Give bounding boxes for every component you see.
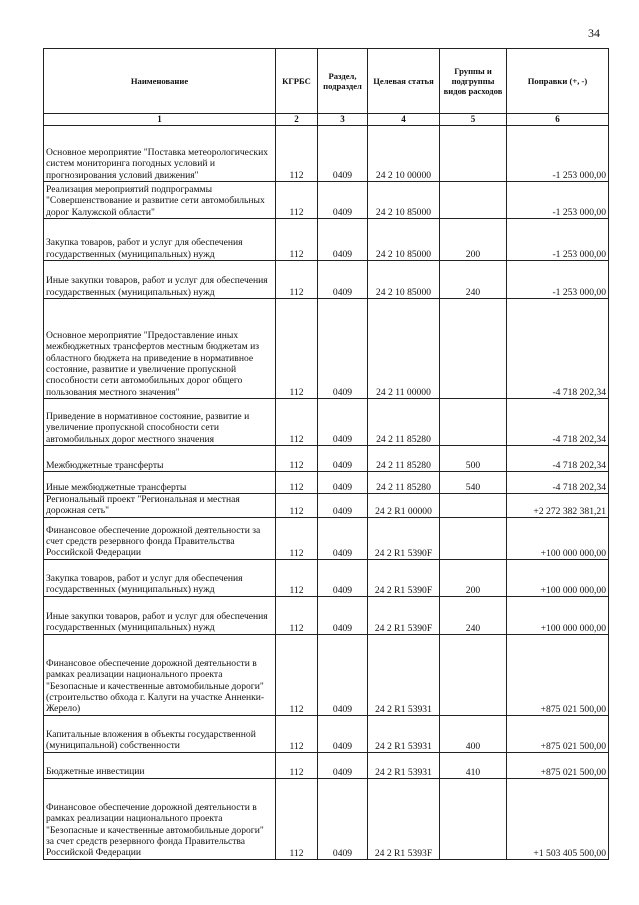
table-row bbox=[44, 778, 609, 859]
row-name: Финансовое обеспечение дорожной деятельности в рамках реализации национального проекта "Безопасные и качественные автомобильные дороги" (строительство обхода г. Калуги на участке Анненки-Жерело) bbox=[44, 634, 276, 715]
row-name: Иные закупки товаров, работ и услуг для обеспечения государственных (муниципальных) нужд bbox=[44, 596, 276, 634]
row-expense-group bbox=[440, 399, 507, 446]
table-row bbox=[44, 472, 609, 494]
row-kgrbs: 112 bbox=[276, 126, 318, 182]
table-row bbox=[44, 399, 609, 446]
row-amount: -4 718 202,34 bbox=[507, 299, 609, 399]
row-kgrbs: 112 bbox=[276, 778, 318, 859]
row-kgrbs: 112 bbox=[276, 715, 318, 752]
row-expense-group bbox=[440, 634, 507, 715]
column-number: 6 bbox=[507, 114, 609, 126]
row-target-article: 24 2 R1 53931 bbox=[368, 715, 440, 752]
row-amount: -1 253 000,00 bbox=[507, 261, 609, 299]
row-kgrbs: 112 bbox=[276, 559, 318, 596]
column-number: 5 bbox=[440, 114, 507, 126]
row-section: 0409 bbox=[318, 126, 368, 182]
table-row bbox=[44, 126, 609, 182]
row-kgrbs: 112 bbox=[276, 472, 318, 494]
header-target-article: Целевая статья bbox=[368, 49, 440, 114]
row-expense-group: 400 bbox=[440, 715, 507, 752]
row-amount: -4 718 202,34 bbox=[507, 399, 609, 446]
row-expense-group: 240 bbox=[440, 261, 507, 299]
row-name: Иные межбюджетные трансферты bbox=[44, 472, 276, 494]
row-section: 0409 bbox=[318, 261, 368, 299]
row-amount: +100 000 000,00 bbox=[507, 559, 609, 596]
column-number: 4 bbox=[368, 114, 440, 126]
row-section: 0409 bbox=[318, 596, 368, 634]
row-section: 0409 bbox=[318, 399, 368, 446]
row-section: 0409 bbox=[318, 715, 368, 752]
table-row bbox=[44, 715, 609, 752]
table-row bbox=[44, 261, 609, 299]
header-section: Раздел, подраздел bbox=[318, 49, 368, 114]
row-section: 0409 bbox=[318, 446, 368, 472]
row-kgrbs: 112 bbox=[276, 399, 318, 446]
row-amount: -4 718 202,34 bbox=[507, 472, 609, 494]
row-target-article: 24 2 R1 5390F bbox=[368, 517, 440, 559]
row-kgrbs: 112 bbox=[276, 517, 318, 559]
row-target-article: 24 2 R1 53931 bbox=[368, 752, 440, 778]
header-amendments: Поправки (+, -) bbox=[507, 49, 609, 114]
table-row bbox=[44, 494, 609, 518]
row-target-article: 24 2 10 85000 bbox=[368, 182, 440, 219]
row-amount: -1 253 000,00 bbox=[507, 219, 609, 261]
row-section: 0409 bbox=[318, 494, 368, 518]
row-section: 0409 bbox=[318, 778, 368, 859]
row-target-article: 24 2 11 85280 bbox=[368, 446, 440, 472]
row-amount: +875 021 500,00 bbox=[507, 715, 609, 752]
row-amount: -4 718 202,34 bbox=[507, 446, 609, 472]
row-expense-group bbox=[440, 299, 507, 399]
table-header-row bbox=[44, 49, 609, 114]
table-row bbox=[44, 752, 609, 778]
row-expense-group: 240 bbox=[440, 596, 507, 634]
row-name: Иные закупки товаров, работ и услуг для обеспечения государственных (муниципальных) нужд bbox=[44, 261, 276, 299]
row-name: Бюджетные инвестиции bbox=[44, 752, 276, 778]
row-expense-group: 200 bbox=[440, 559, 507, 596]
row-name: Приведение в нормативное состояние, развитие и увеличение пропускной способности сети автомобильных дорог местного значения bbox=[44, 399, 276, 446]
table-row bbox=[44, 446, 609, 472]
row-name: Капитальные вложения в объекты государственной (муниципальной) собственности bbox=[44, 715, 276, 752]
row-target-article: 24 2 10 85000 bbox=[368, 219, 440, 261]
column-number-row bbox=[44, 114, 609, 126]
row-kgrbs: 112 bbox=[276, 299, 318, 399]
row-amount: +100 000 000,00 bbox=[507, 517, 609, 559]
row-expense-group bbox=[440, 517, 507, 559]
row-name: Финансовое обеспечение дорожной деятельности за счет средств резервного фонда Правительства Российской Федерации bbox=[44, 517, 276, 559]
row-kgrbs: 112 bbox=[276, 182, 318, 219]
row-amount: -1 253 000,00 bbox=[507, 126, 609, 182]
table-row bbox=[44, 219, 609, 261]
row-amount: -1 253 000,00 bbox=[507, 182, 609, 219]
row-section: 0409 bbox=[318, 559, 368, 596]
row-target-article: 24 2 10 85000 bbox=[368, 261, 440, 299]
row-expense-group bbox=[440, 182, 507, 219]
header-expense-group: Группы и подгруппы видов расходов bbox=[440, 49, 507, 114]
row-section: 0409 bbox=[318, 299, 368, 399]
row-target-article: 24 2 11 85280 bbox=[368, 399, 440, 446]
row-kgrbs: 112 bbox=[276, 261, 318, 299]
column-number: 3 bbox=[318, 114, 368, 126]
row-target-article: 24 2 R1 5390F bbox=[368, 596, 440, 634]
row-kgrbs: 112 bbox=[276, 219, 318, 261]
row-amount: +1 503 405 500,00 bbox=[507, 778, 609, 859]
table-row bbox=[44, 182, 609, 219]
table-body bbox=[44, 126, 609, 860]
table-row bbox=[44, 634, 609, 715]
table-row bbox=[44, 559, 609, 596]
row-expense-group: 500 bbox=[440, 446, 507, 472]
row-amount: +2 272 382 381,21 bbox=[507, 494, 609, 518]
table-row bbox=[44, 299, 609, 399]
row-amount: +875 021 500,00 bbox=[507, 752, 609, 778]
row-section: 0409 bbox=[318, 182, 368, 219]
row-expense-group: 200 bbox=[440, 219, 507, 261]
row-kgrbs: 112 bbox=[276, 494, 318, 518]
row-kgrbs: 112 bbox=[276, 596, 318, 634]
row-name: Основное мероприятие "Поставка метеорологических систем мониторинга погодных условий и прогнозирования условий движения" bbox=[44, 126, 276, 182]
row-target-article: 24 2 11 85280 bbox=[368, 472, 440, 494]
row-target-article: 24 2 R1 5390F bbox=[368, 559, 440, 596]
row-section: 0409 bbox=[318, 752, 368, 778]
table-row bbox=[44, 517, 609, 559]
row-expense-group bbox=[440, 126, 507, 182]
row-target-article: 24 2 11 00000 bbox=[368, 299, 440, 399]
row-target-article: 24 2 R1 00000 bbox=[368, 494, 440, 518]
row-amount: +100 000 000,00 bbox=[507, 596, 609, 634]
row-kgrbs: 112 bbox=[276, 752, 318, 778]
row-kgrbs: 112 bbox=[276, 446, 318, 472]
row-name: Финансовое обеспечение дорожной деятельности в рамках реализации национального проекта "Безопасные и качественные автомобильные дороги" за счет средств резервного фонда Правительства Российской Федерации bbox=[44, 778, 276, 859]
table-row bbox=[44, 596, 609, 634]
row-name: Региональный проект "Региональная и местная дорожная сеть" bbox=[44, 494, 276, 518]
header-kgrbs: КГРБС bbox=[276, 49, 318, 114]
row-section: 0409 bbox=[318, 219, 368, 261]
row-expense-group bbox=[440, 778, 507, 859]
budget-amendments-table bbox=[43, 48, 609, 860]
row-name: Межбюджетные трансферты bbox=[44, 446, 276, 472]
column-number: 1 bbox=[44, 114, 276, 126]
row-expense-group: 540 bbox=[440, 472, 507, 494]
row-name: Закупка товаров, работ и услуг для обеспечения государственных (муниципальных) нужд bbox=[44, 559, 276, 596]
row-kgrbs: 112 bbox=[276, 634, 318, 715]
column-number: 2 bbox=[276, 114, 318, 126]
row-section: 0409 bbox=[318, 472, 368, 494]
row-section: 0409 bbox=[318, 634, 368, 715]
row-target-article: 24 2 R1 53931 bbox=[368, 634, 440, 715]
row-expense-group bbox=[440, 494, 507, 518]
row-name: Реализация мероприятий подпрограммы "Совершенствование и развитие сети автомобильных дорог Калужской области" bbox=[44, 182, 276, 219]
header-name: Наименование bbox=[44, 49, 276, 114]
row-expense-group: 410 bbox=[440, 752, 507, 778]
row-target-article: 24 2 10 00000 bbox=[368, 126, 440, 182]
row-target-article: 24 2 R1 5393F bbox=[368, 778, 440, 859]
page-number: 34 bbox=[588, 26, 600, 40]
row-amount: +875 021 500,00 bbox=[507, 634, 609, 715]
row-section: 0409 bbox=[318, 517, 368, 559]
row-name: Основное мероприятие "Предоставление иных межбюджетных трансфертов местным бюджетам из областного бюджета на приведение в нормативное состояние, развитие и увеличение пропускной способности сети автомобильных дорог общего пользования местного значения" bbox=[44, 299, 276, 399]
row-name: Закупка товаров, работ и услуг для обеспечения государственных (муниципальных) нужд bbox=[44, 219, 276, 261]
